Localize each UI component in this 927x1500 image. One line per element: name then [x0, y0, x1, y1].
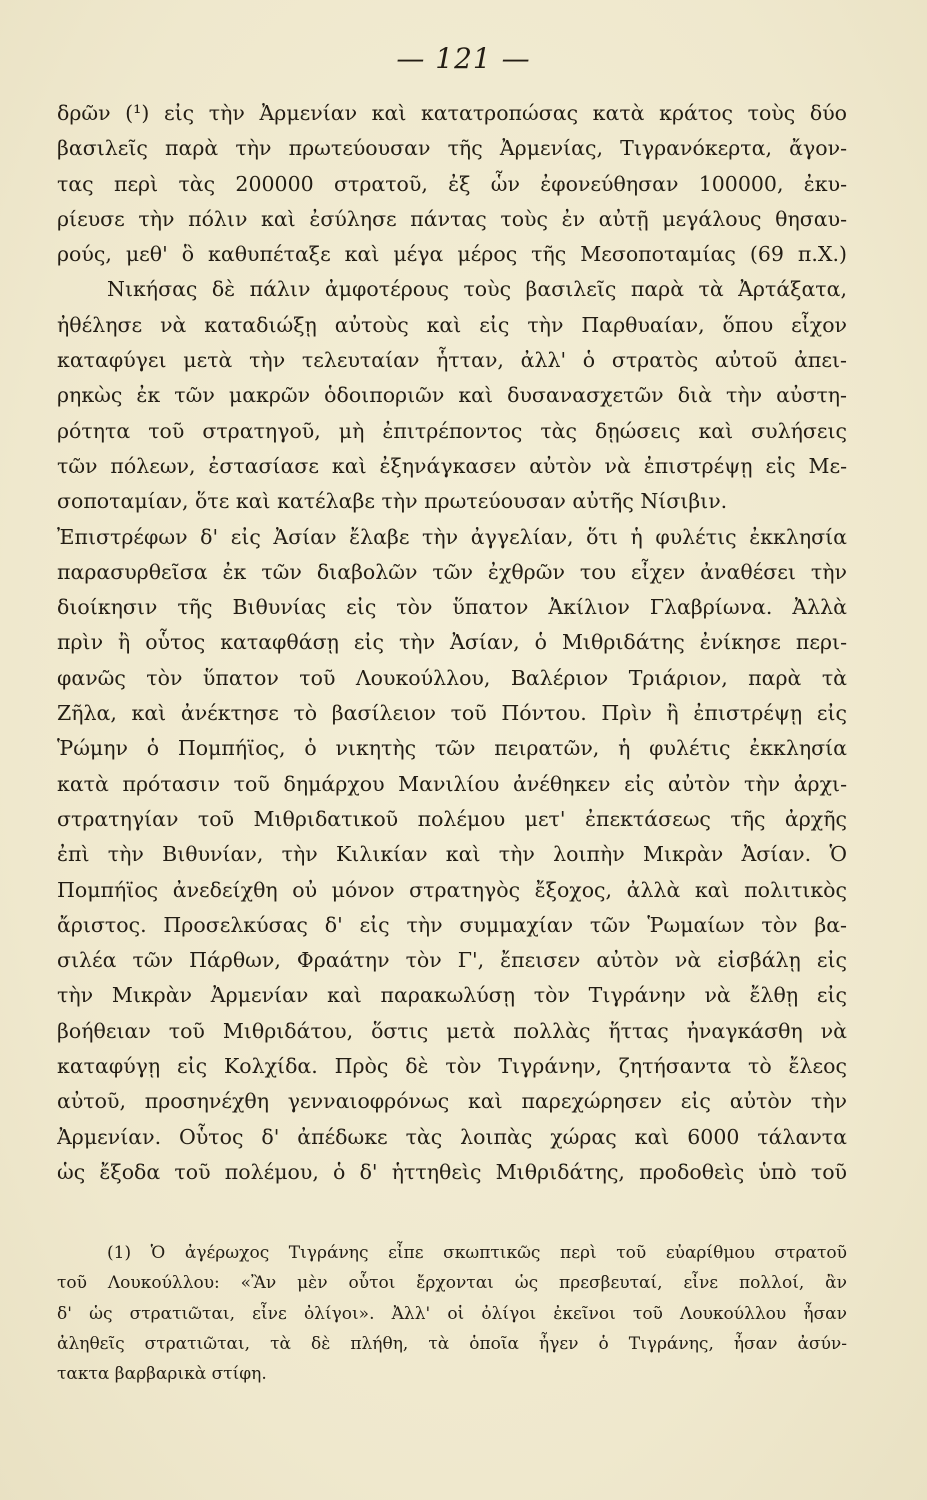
text-line: ρότητα τοῦ στρατηγοῦ, μὴ ἐπιτρέποντος τὰς δῃώσεις καὶ συλήσεις [57, 418, 847, 443]
text-line: ρίευσε τὴν πόλιν καὶ ἐσύλησε πάντας τοὺς ἐν αὐτῇ μεγάλους θησαυ- [57, 206, 847, 231]
text-line: πρὶν ἢ οὗτος καταφθάσῃ εἰς τὴν Ἀσίαν, ὁ Μιθριδάτης ἐνίκησε περι- [57, 630, 847, 655]
text-line: καταφύγῃ εἰς Κολχίδα. Πρὸς δὲ τὸν Τιγράνην, ζητήσαντα τὸ ἔλεος [57, 1054, 847, 1079]
text-line: βοήθειαν τοῦ Μιθριδάτου, ὅστις μετὰ πολλὰς ἥττας ἠναγκάσθη νὰ [57, 1018, 847, 1043]
footnote-line: ἀληθεῖς στρατιῶται, τὰ δὲ πλήθη, τὰ ὁποῖα ἦγεν ὁ Τιγράνης, ἦσαν ἀσύν- [57, 1333, 847, 1354]
footnote-line: τακτα βαρβαρικὰ στίφη. [57, 1364, 267, 1385]
text-line: Νικήσας δὲ πάλιν ἀμφοτέρους τοὺς βασιλεῖς παρὰ τὰ Ἀρτάξατα, [107, 277, 847, 302]
text-line: φανῶς τὸν ὕπατον τοῦ Λουκούλλου, Βαλέριον Τριάριον, παρὰ τὰ [57, 665, 847, 690]
footnote-line: τοῦ Λουκούλλου: «Ἂν μὲν οὗτοι ἔρχονται ὡς πρεσβευταί, εἶνε πολλοί, ἂν [57, 1273, 847, 1294]
text-line: Ἐπιστρέφων δ' εἰς Ἀσίαν ἔλαβε τὴν ἀγγελίαν, ὅτι ἡ φυλέτις ἐκκλησία [57, 524, 847, 549]
text-line: ρούς, μεθ' ὃ καθυπέταξε καὶ μέγα μέρος τῆς Μεσοποταμίας (69 π.Χ.) [57, 242, 847, 267]
text-line: τας περὶ τὰς 200000 στρατοῦ, ἐξ ὧν ἐφονεύθησαν 100000, ἐκυ- [57, 171, 847, 196]
text-line: ἐπὶ τὴν Βιθυνίαν, τὴν Κιλικίαν καὶ τὴν λοιπὴν Μικρὰν Ἀσίαν. Ὁ [57, 842, 847, 867]
footnote-line: δ' ὡς στρατιῶται, εἶνε ὀλίγοι». Ἀλλ' οἱ ὀλίγοι ἐκεῖνοι τοῦ Λουκούλλου ἦσαν [57, 1303, 847, 1324]
text-line: Ζῆλα, καὶ ἀνέκτησε τὸ βασίλειον τοῦ Πόντου. Πρὶν ἢ ἐπιστρέψῃ εἰς [57, 701, 847, 726]
footnote [57, 1238, 847, 1389]
page-number: — 121 — [396, 42, 531, 75]
text-line: διοίκησιν τῆς Βιθυνίας εἰς τὸν ὕπατον Ἀκίλιον Γλαβρίωνα. Ἀλλὰ [57, 595, 847, 620]
text-line: παρασυρθεῖσα ἐκ τῶν διαβολῶν τῶν ἐχθρῶν του εἶχεν ἀναθέσει τὴν [57, 559, 847, 584]
text-line: Πομπήϊος ἀνεδείχθη οὐ μόνον στρατηγὸς ἔξοχος, ἀλλὰ καὶ πολιτικὸς [57, 877, 847, 902]
text-line: βασιλεῖς παρὰ τὴν πρωτεύουσαν τῆς Ἀρμενίας, Τιγρανόκερτα, ἄγον- [57, 136, 847, 161]
text-line: σιλέα τῶν Πάρθων, Φραάτην τὸν Γ', ἔπεισεν αὐτὸν νὰ εἰσβάλῃ εἰς [57, 948, 847, 973]
main-text [57, 96, 847, 1190]
footnote-line: (1) Ὁ ἀγέρωχος Τιγράνης εἶπε σκωπτικῶς περὶ τοῦ εὐαρίθμου στρατοῦ [107, 1243, 847, 1263]
text-line: αὐτοῦ, προσηνέχθη γενναιοφρόνως καὶ παρεχώρησεν εἰς αὐτὸν τὴν [57, 1089, 847, 1114]
text-line: δρῶν (¹) εἰς τὴν Ἀρμενίαν καὶ κατατροπώσας κατὰ κράτος τοὺς δύο [57, 101, 847, 125]
text-line: κατὰ πρότασιν τοῦ δημάρχου Μανιλίου ἀνέθηκεν εἰς αὐτὸν τὴν ἀρχι- [57, 771, 847, 796]
text-line: τὴν Μικρὰν Ἀρμενίαν καὶ παρακωλύσῃ τὸν Τιγράνην νὰ ἔλθῃ εἰς [57, 983, 847, 1008]
text-line: ἠθέλησε νὰ καταδιώξῃ αὐτοὺς καὶ εἰς τὴν Παρθυαίαν, ὅπου εἶχον [57, 312, 847, 337]
text-line: καταφύγει μετὰ τὴν τελευταίαν ἧτταν, ἀλλ' ὁ στρατὸς αὐτοῦ ἀπει- [57, 348, 847, 373]
text-line: Ῥώμην ὁ Πομπήϊος, ὁ νικητὴς τῶν πειρατῶν, ἡ φυλέτις ἐκκλησία [57, 736, 847, 761]
text-line: ρηκὼς ἐκ τῶν μακρῶν ὁδοιποριῶν καὶ δυσανασχετῶν διὰ τὴν αὐστη- [57, 383, 847, 408]
text-line: Ἀρμενίαν. Οὗτος δ' ἀπέδωκε τὰς λοιπὰς χώρας καὶ 6000 τάλαντα [57, 1124, 847, 1149]
text-line: σοποταμίαν, ὅτε καὶ κατέλαβε τὴν πρωτεύουσαν αὐτῆς Νίσιβιν. [57, 489, 728, 514]
text-line: ὡς ἔξοδα τοῦ πολέμου, ὁ δ' ἡττηθεὶς Μιθριδάτης, προδοθεὶς ὑπὸ τοῦ [57, 1159, 847, 1184]
text-line: τῶν πόλεων, ἐστασίασε καὶ ἐξηνάγκασεν αὐτὸν νὰ ἐπιστρέψῃ εἰς Με- [57, 453, 847, 478]
text-line: ἄριστος. Προσελκύσας δ' εἰς τὴν συμμαχίαν τῶν Ῥωμαίων τὸν βα- [57, 912, 847, 937]
text-line: στρατηγίαν τοῦ Μιθριδατικοῦ πολέμου μετ' ἐπεκτάσεως τῆς ἀρχῆς [57, 806, 847, 831]
